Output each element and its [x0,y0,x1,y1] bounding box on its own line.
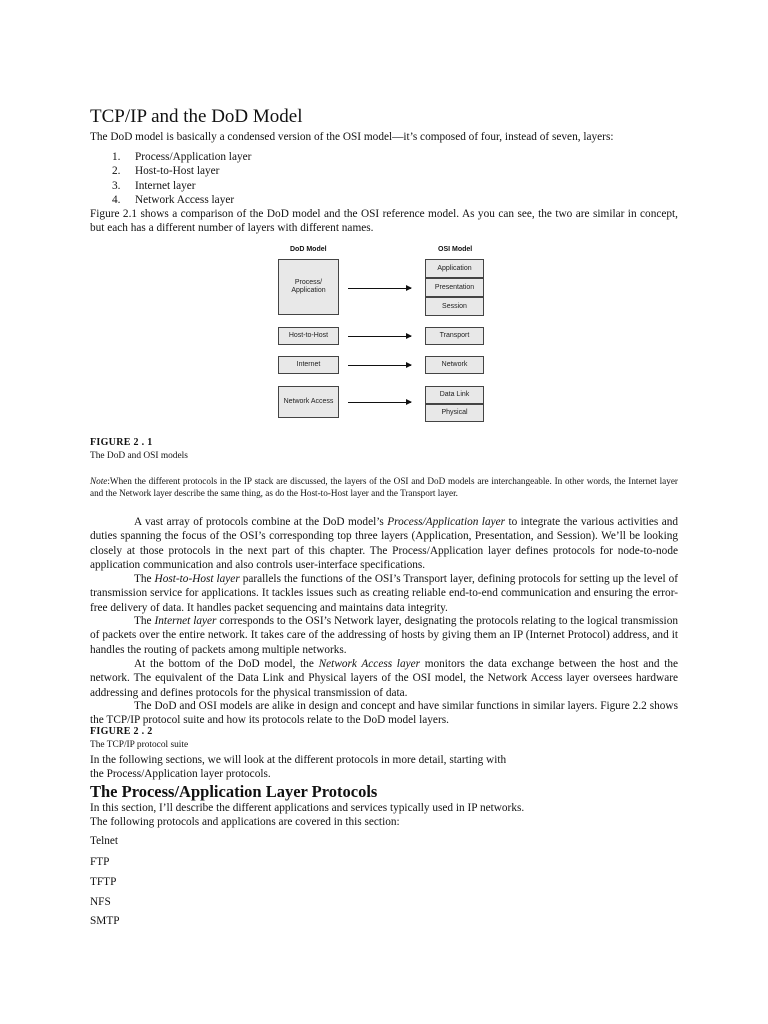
osi-layer-data-link: Data Link [425,386,484,404]
dod-layer-network-access: Network Access [278,386,339,418]
arrow-host [348,336,411,337]
figure-2-label: FIGURE 2 . 2 [90,726,153,737]
dod-layer-host: Host-to-Host [278,327,339,345]
osi-header: OSI Model [438,246,473,253]
osi-layer-application: Application [425,259,484,278]
section-intro-2: The following protocols and applications are covered in this section: [90,816,400,828]
figure-2-caption: The TCP/IP protocol suite [90,740,189,750]
protocol-item-telnet: Telnet [90,835,119,847]
arrow-internet [348,365,411,366]
protocol-item-tftp: TFTP [90,876,117,888]
figure-1-caption: The DoD and OSI models [90,451,188,461]
osi-layer-transport: Transport [425,327,484,345]
figure-intro-paragraph: Figure 2.1 shows a comparison of the DoD model and the OSI reference model. As you can see, the two are similar in concept, but each has a different number of layers with different names. [90,208,678,235]
protocol-item-ftp: FTP [90,856,110,868]
osi-layer-network: Network [425,356,484,374]
dod-layer-process: Process/ Application [278,259,339,315]
following-line-2: the Process/Application layer protocols. [90,768,271,780]
figure-1-label: FIGURE 2 . 1 [90,437,153,448]
intro-paragraph: The DoD model is basically a condensed version of the OSI model—it’s composed of four, instead of seven, layers: [90,131,614,143]
dod-header: DoD Model [290,246,327,253]
layer-list [112,150,251,207]
list-item: 3. Internet layer [112,179,196,192]
protocol-item-nfs: NFS [90,896,111,908]
dod-layer-internet: Internet [278,356,339,374]
osi-layer-presentation: Presentation [425,278,484,297]
protocol-item-smtp: SMTP [90,915,120,927]
osi-layer-physical: Physical [425,404,484,422]
following-line-1: In the following sections, we will look at the different protocols in more detail, starting with [90,754,507,766]
process-layer-paragraph: A vast array of protocols combine at the DoD model’s Process/Application layer to integrate the various activities and duties spanning the focus of the OSI’s corresponding top three layers (Application, Presentation, and Session). We’ll be looking closely at those protocols in the next part of this chapter. The Process/Application layer defines protocols for node-to-node application communication and also controls user-interface specifications. [90,516,679,571]
network-access-paragraph: At the bottom of the DoD model, the Network Access layer monitors the data exchange between the host and the network. The equivalent of the Data Link and Physical layers of the OSI model, the Network Access layer oversees hardware addressing and defines protocols for the physical transmission of data. [90,658,678,699]
internet-layer-paragraph: The Internet layer corresponds to the OSI’s Network layer, designating the protocols relating to the logical transmission of packets over the entire network. It takes care of the addressing of hosts by giving them an IP (Internet Protocol) address, and it handles the routing of packets among multiple networks. [90,615,678,656]
list-item: 2. Host-to-Host layer [112,165,220,178]
arrow-process [348,288,411,289]
section-intro-1: In this section, I’ll describe the different applications and services typically used in IP networks. [90,802,525,814]
page-title: TCP/IP and the DoD Model [90,106,303,127]
note-paragraph: Note:When the different protocols in the IP stack are discussed, the layers of the OSI and DoD models are interchangeable. In other words, the Internet layer and the Network layer describe the same thing, as do the Host-to-Host layer and the Transport layer. [90,476,678,498]
models-alike-paragraph: The DoD and OSI models are alike in design and concept and have similar functions in similar layers. Figure 2.2 shows the TCP/IP protocol suite and how its protocols relate to the DoD model layers. [90,700,678,727]
host-layer-paragraph: The Host-to-Host layer parallels the functions of the OSI’s Transport layer, defining protocols for setting up the level of transmission service for applications. It tackles issues such as creating reliable end-to-end communication and ensuring the error-free delivery of data. It handles packet sequencing and maintains data integrity. [90,573,679,614]
section-heading: The Process/Application Layer Protocols [90,782,378,801]
list-item: 4. Network Access layer [112,193,235,206]
osi-layer-session: Session [425,297,484,316]
list-item: 1. Process/Application layer [112,151,252,163]
dod-osi-diagram [278,245,488,425]
arrow-network-access [348,402,411,403]
